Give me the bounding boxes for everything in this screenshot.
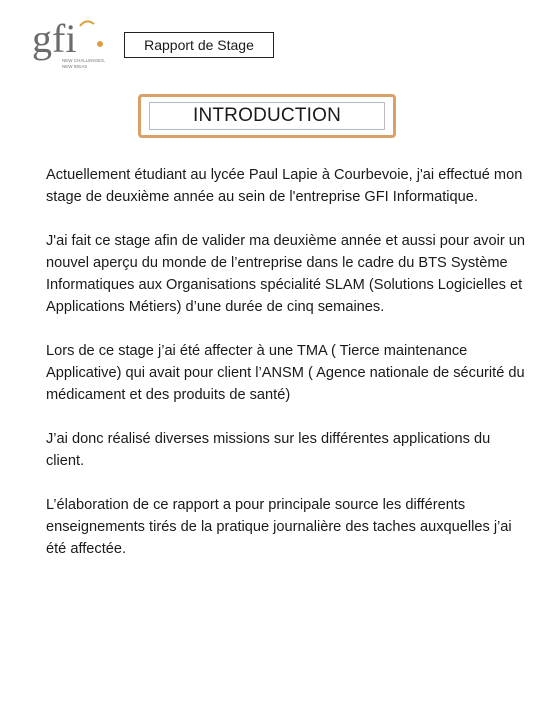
gfi-logo-mark: [28, 14, 110, 74]
paragraph-missions: J’ai donc réalisé diverses missions sur les différentes applications du client.: [46, 431, 491, 469]
paragraph-intro-school: Actuellement étudiant au lycée Paul Lapie à Courbevoie, j'ai effectué mon stage de deuxième année au sein de l'entreprise GFI Informatique.: [46, 167, 523, 205]
section-title: INTRODUCTION: [192, 105, 342, 126]
paragraph-report-source: L’élaboration de ce rapport a pour principale source les différents enseignements tirés de la pratique journalière des taches auxquelles j’ai été affectée.: [46, 497, 512, 557]
svg-text:NEW CHALLENGES,: NEW CHALLENGES,: [62, 58, 106, 63]
svg-text:NEW IDEAS: NEW IDEAS: [62, 64, 88, 69]
paragraph-internship-purpose: J'ai fait ce stage afin de valider ma deuxième année et aussi pour avoir un nouvel aperçu du monde de l’entreprise dans le cadre du BTS Système Informatiques aux Organisations spécialité SLAM (Solutions Logicielles et Applications Métiers) d’une durée de cinq semaines.: [46, 233, 525, 315]
section-title-inner: [149, 102, 385, 130]
intro-content: [46, 164, 526, 582]
report-type-label: [124, 32, 274, 58]
report-type-text: Rapport de Stage: [144, 37, 254, 53]
gfi-logo: [28, 14, 110, 74]
section-title-box: [138, 94, 396, 138]
paragraph-tma-assignment: Lors de ce stage j’ai été affecter à une TMA ( Tierce maintenance Applicative) qui avait pour client l’ANSM ( Agence nationale de sécurité du médicament et des produits de santé): [46, 343, 525, 403]
svg-text:gfi: gfi: [32, 16, 77, 61]
